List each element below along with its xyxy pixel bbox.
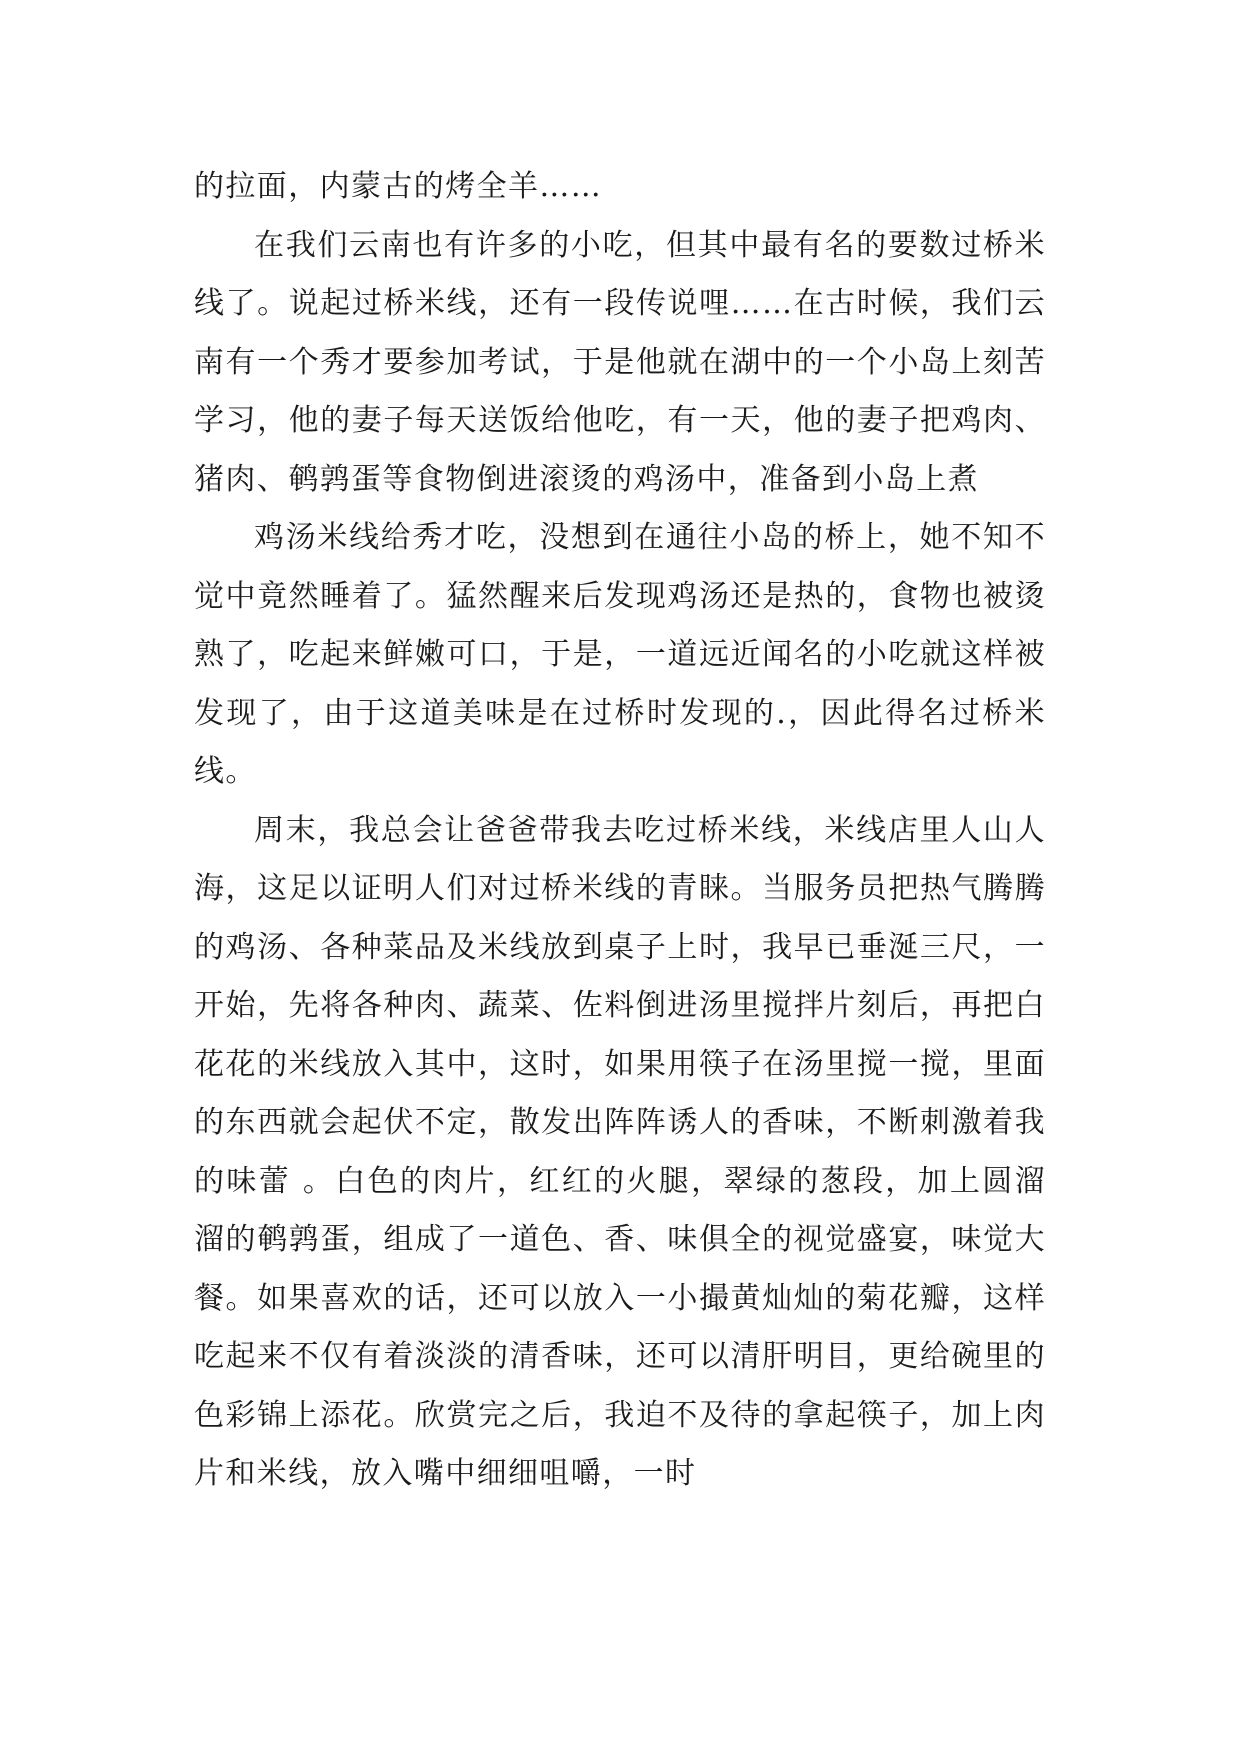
paragraph-legend-intro: 在我们云南也有许多的小吃，但其中最有名的要数过桥米线了。说起过桥米线，还有一段传说哩……在古时候，我们云南有一个秀才要参加考试，于是他就在湖中的一个小岛上刻苦学习，他的妻子每天送饭给他吃，有一天，他的妻子把鸡肉、猪肉、鹌鹑蛋等食物倒进滚烫的鸡汤中，准备到小岛上煮 (194, 227, 1046, 497)
paragraph-weekend-meal: 周末，我总会让爸爸带我去吃过桥米线，米线店里人山人海，这足以证明人们对过桥米线的青睐。当服务员把热气腾腾的鸡汤、各种菜品及米线放到桌子上时，我早已垂涎三尺，一开始，先将各种肉、蔬菜、佐料倒进汤里搅拌片刻后，再把白花花的米线放入其中，这时，如果用筷子在汤里搅一搅，里面的东西就会起伏不定，散发出阵阵诱人的香味，不断刺激着我的味蕾 。白色的肉片，红红的火腿，翠绿的葱段，加上圆溜溜的鹌鹑蛋，组成了一道色、香、味俱全的视觉盛宴，味觉大餐。如果喜欢的话，还可以放入一小撮黄灿灿的菊花瓣，这样吃起来不仅有着淡淡的清香味，还可以清肝明目，更给碗里的色彩锦上添花。欣赏完之后，我迫不及待的拿起筷子，加上肉片和米线，放入嘴中细细咀嚼，一时 (194, 812, 1046, 1491)
paragraph-continuation: 的拉面，内蒙古的烤全羊…… (194, 169, 603, 204)
paragraph-legend-end: 鸡汤米线给秀才吃，没想到在通往小岛的桥上，她不知不觉中竟然睡着了。猛然醒来后发现鸡汤还是热的，食物也被烫熟了，吃起来鲜嫩可口，于是，一道远近闻名的小吃就这样被发现了，由于这道美味是在过桥时发现的.，因此得名过桥米线。 (194, 520, 1046, 789)
body-text (194, 158, 1046, 1504)
